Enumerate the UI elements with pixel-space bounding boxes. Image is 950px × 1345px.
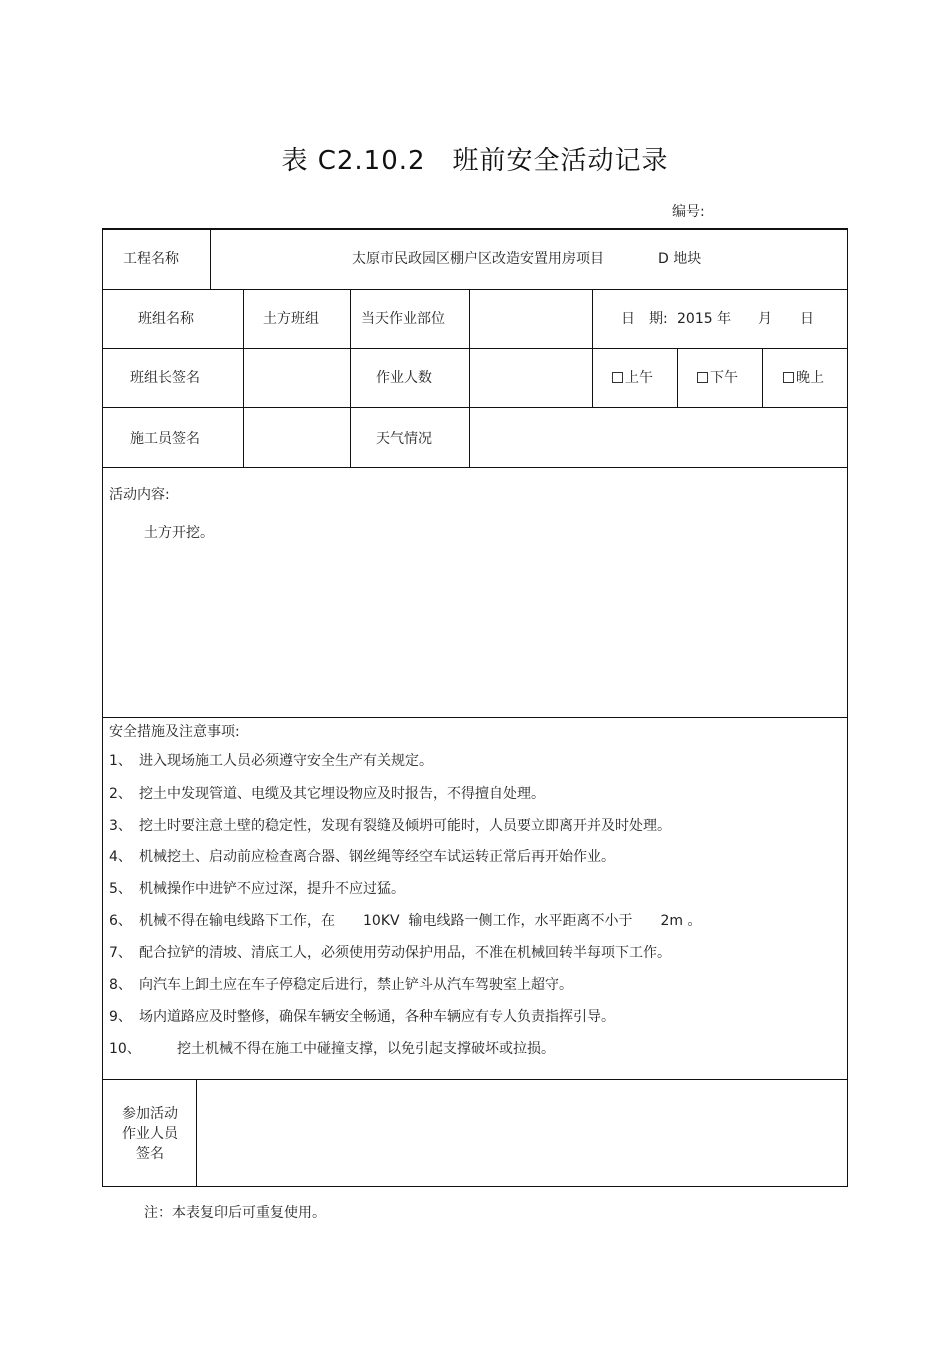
safety-item: 4、 机械挖土、启动前应检查离合器、钢丝绳等经空车试运转正常后再开始作业。	[109, 849, 615, 865]
col-divider	[210, 229, 211, 289]
row-divider	[102, 467, 848, 468]
work-location-field[interactable]	[470, 290, 592, 348]
shift-am-option[interactable]	[612, 367, 653, 387]
safety-item: 5、 机械操作中进铲不应过深，提升不应过猛。	[109, 881, 405, 897]
team-name-value: 土方班组	[263, 311, 319, 327]
serial-number-label: 编号:	[672, 204, 705, 220]
date-month: 月	[758, 311, 772, 327]
date-year: 2015 年	[677, 311, 732, 327]
project-name-value: 太原市民政园区棚户区改造安置用房项目	[352, 251, 604, 267]
weather-field[interactable]	[470, 408, 847, 467]
safety-item: 10、 挖土机械不得在施工中碰撞支撑，以免引起支撑破坏或拉损。	[109, 1041, 555, 1057]
col-divider	[762, 348, 763, 407]
footnote: 注：本表复印后可重复使用。	[144, 1205, 326, 1221]
safety-item: 1、 进入现场施工人员必须遵守安全生产有关规定。	[109, 753, 433, 769]
shift-night-option[interactable]	[783, 367, 824, 387]
activity-content-text: 土方开挖。	[144, 525, 214, 541]
safety-measures-label: 安全措施及注意事项:	[109, 724, 240, 740]
project-name-label: 工程名称	[123, 251, 179, 267]
weather-label: 天气情况	[376, 431, 432, 447]
team-leader-sign-field[interactable]	[244, 349, 350, 407]
worker-count-field[interactable]	[470, 349, 592, 407]
project-block-value: D 地块	[658, 251, 702, 267]
checkbox-icon	[612, 372, 623, 383]
participant-sign-label: 参加活动 作业人员 签名	[122, 1106, 178, 1162]
builder-sign-label: 施工员签名	[130, 431, 200, 447]
safety-item: 2、 挖土中发现管道、电缆及其它埋设物应及时报告，不得擅自处理。	[109, 786, 545, 802]
date-day: 日	[800, 311, 814, 327]
checkbox-icon	[783, 372, 794, 383]
col-divider	[350, 289, 351, 467]
activity-content-label: 活动内容:	[109, 487, 170, 503]
shift-am-label: 上午	[625, 370, 653, 386]
row-divider	[102, 717, 848, 718]
checkbox-icon	[697, 372, 708, 383]
builder-sign-field[interactable]	[244, 408, 350, 467]
team-name-label: 班组名称	[138, 311, 194, 327]
safety-item: 6、 机械不得在输电线路下工作，在 10KV 输电线路一侧工作，水平距离不小于 2m 。	[109, 913, 702, 929]
team-leader-sign-label: 班组长签名	[130, 370, 200, 386]
safety-item: 7、 配合拉铲的清坡、清底工人，必须使用劳动保护用品，不准在机械回转半每项下工作。	[109, 945, 671, 961]
safety-item: 8、 向汽车上卸土应在车子停稳定后进行，禁止铲斗从汽车驾驶室上超守。	[109, 977, 573, 993]
work-location-label: 当天作业部位	[361, 311, 445, 327]
safety-item: 9、 场内道路应及时整修，确保车辆安全畅通，各种车辆应有专人负责指挥引导。	[109, 1009, 615, 1025]
col-divider	[592, 289, 593, 407]
participant-sign-field[interactable]	[197, 1080, 847, 1186]
page-title: 表 C2.10.2 班前安全活动记录	[281, 146, 669, 176]
date-label: 日 期:	[621, 311, 668, 327]
safety-item: 3、 挖土时要注意土壁的稳定性，发现有裂缝及倾坍可能时，人员要立即离开并及时处理。	[109, 818, 671, 834]
col-divider	[677, 348, 678, 407]
worker-count-label: 作业人数	[376, 370, 432, 386]
shift-pm-option[interactable]	[697, 367, 738, 387]
shift-night-label: 晚上	[796, 370, 824, 386]
shift-pm-label: 下午	[710, 370, 738, 386]
